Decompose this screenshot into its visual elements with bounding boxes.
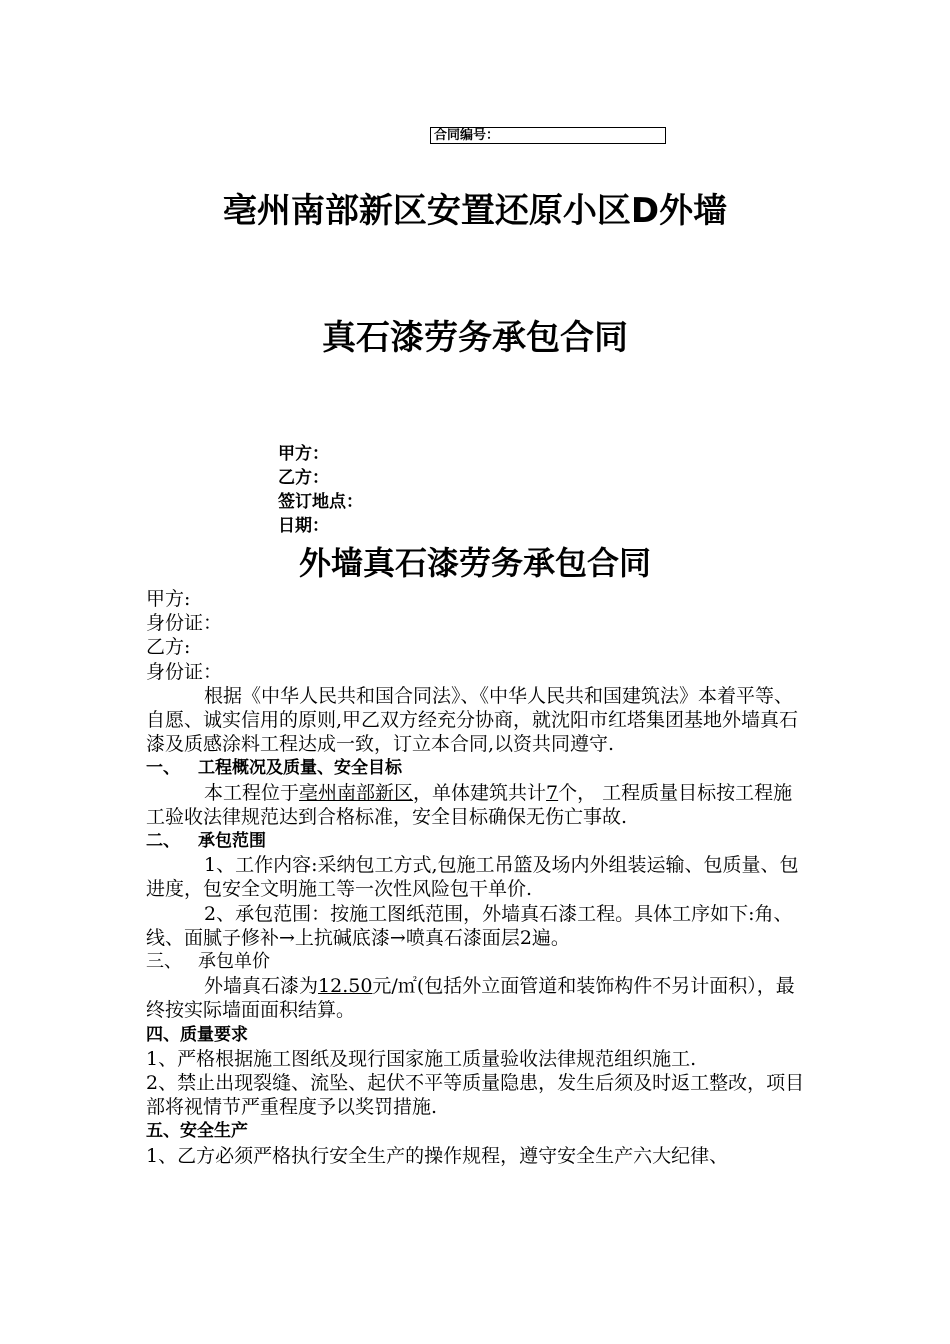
contract-number-box [430, 127, 666, 144]
cover-date: 日期： [278, 516, 329, 536]
section-4-para-1: 1、严格根据施工图纸及现行国家施工质量验收法律规范组织施工. [146, 1047, 697, 1070]
unit-price: 12.50 [318, 975, 373, 998]
section-5-para-1: 1、乙方必须严格执行安全生产的操作规程，遵守安全生产六大纪律、 [146, 1144, 729, 1167]
section-2-heading [146, 829, 806, 853]
section-1-number: 一、 [146, 758, 180, 779]
preamble: 根据《中华人民共和国合同法》、《中华人民共和国建筑法》本着平等、自愿、诚实信用的原则,甲乙双方经充分协商，就沈阳市红塔集团基地外墙真石漆及质感涂料工程达成一致，订立本合同,以资共同遵守. [146, 684, 799, 756]
s1-post: 个， 工程质量目标按工程施工验收法律规范达到合格标准，安全目标确保无伤亡事故. [146, 781, 793, 828]
s3-pre: 外墙真石漆为 [204, 975, 319, 998]
cover-party-a: 甲方： [278, 444, 329, 464]
section-4-para-2: 2、禁止出现裂缝、流坠、起伏不平等质量隐患，发生后须及时返工整改，项目部将视情节严重程度予以奖罚措施. [146, 1072, 805, 1119]
cover-party-b: 乙方： [278, 468, 329, 488]
section-3-heading [146, 950, 806, 974]
cover-fields [278, 442, 363, 538]
s1-pre: 本工程位于 [204, 781, 300, 804]
section-2-title: 承包范围 [198, 831, 266, 852]
contract-body [146, 587, 806, 1168]
section-1-title: 工程概况及质量、安全目标 [198, 758, 402, 779]
building-count: 7 [546, 781, 559, 804]
section-4-heading: 四、质量要求 [146, 1024, 248, 1045]
party-b-line: 乙方: [146, 636, 191, 659]
section-1-heading [146, 756, 806, 780]
cover-sign-place: 签订地点： [278, 492, 363, 512]
section-3-text [146, 974, 806, 1022]
id-a-line: 身份证： [146, 612, 223, 635]
id-b-line: 身份证： [146, 660, 223, 683]
cover-title-line2: 真石漆劳务承包合同 [322, 318, 628, 358]
section-2-para-2: 2、承包范围：按施工图纸范围，外墙真石漆工程。具体工序如下:角、线、面腻子修补→上抗碱底漆→喷真石漆面层2遍。 [146, 902, 793, 949]
party-a-line: 甲方: [146, 588, 191, 610]
cover-title-line1: 亳州南部新区安置还原小区D外墙 [222, 191, 728, 231]
section-5-heading: 五、安全生产 [146, 1121, 248, 1142]
section-2-para-1: 1、工作内容:采纳包工方式,包施工吊篮及场内外组装运输、包质量、包进度，包安全文明施工等一次性风险包干单价. [146, 854, 799, 901]
contract-number-label: 合同编号： [434, 128, 500, 143]
contract-title: 外墙真石漆劳务承包合同 [298, 544, 651, 582]
project-location: 亳州南部新区 [299, 781, 414, 804]
section-1-text [146, 781, 806, 829]
section-2-number: 二、 [146, 831, 180, 852]
section-3-number: 三、 [146, 951, 182, 973]
s1-mid: ，单体建筑共计 [413, 781, 547, 804]
section-3-title: 承包单价 [198, 951, 270, 973]
s3-post: 元/㎡(包括外立面管道和装饰构件不另计面积），最终按实际墙面面积结算。 [146, 975, 795, 1022]
